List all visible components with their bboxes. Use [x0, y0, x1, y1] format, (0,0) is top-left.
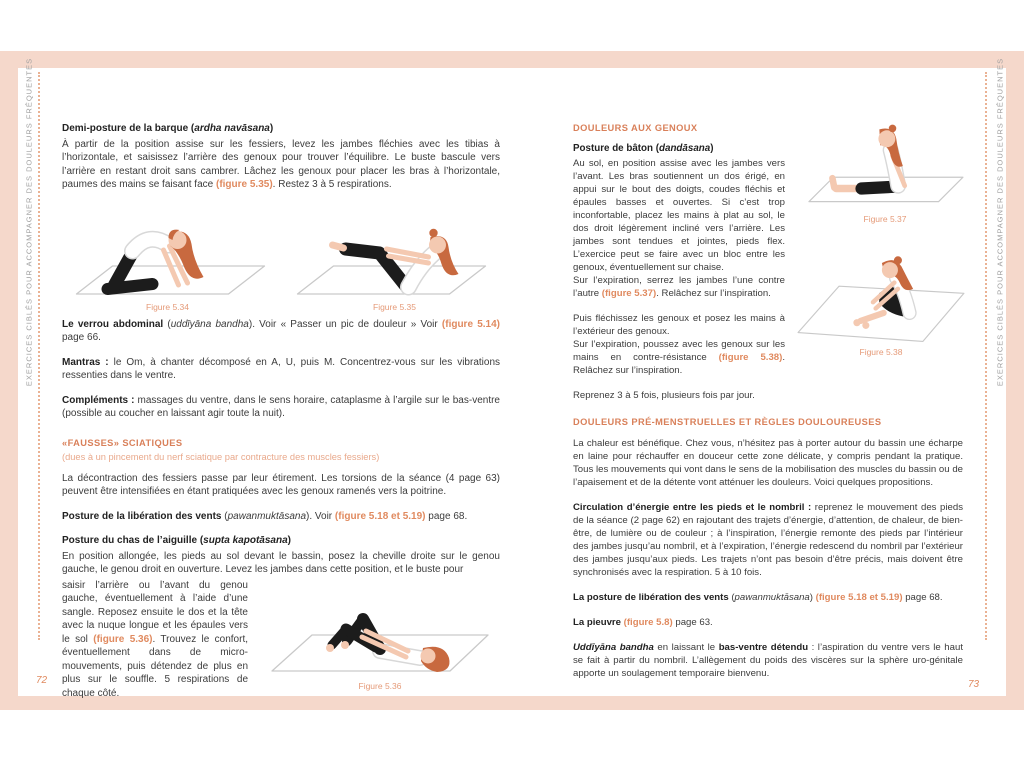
figure-5-37 [805, 104, 965, 224]
left-page [62, 122, 500, 700]
menstruelles-section-title: DOULEURS PRÉ-MENSTRUELLES ET RÈGLES DOULOUREUSES [573, 417, 882, 427]
seated-knee-press-pose-illustration [787, 238, 975, 345]
liberation-vents-paragraph: Posture de la libération des vents (pawanmuktāsana). Voir (figure 5.18 et 5.19) page 68. [62, 510, 468, 522]
baton-heading: Posture de bâton (dandāsana) [573, 143, 714, 154]
barque-paragraph: À partir de la position assise sur les fessiers, levez les jambes fléchies avec les tibias à l’horizontale, et saisissez l’arrière des genoux pour trouver l’équilibre. Le buste bascule vers l’arrière en restant droit sans cambrer. Lâchez les genoux pour placer les bras à l’horizontale, paumes des mains se faisant face (figure 5.35). Restez 3 à 5 respirations. [62, 138, 500, 190]
figure-5-34 [62, 200, 273, 312]
complements-paragraph: Compléments : massages du ventre, dans le sens horaire, cataplasme à l’argile sur le bas-ventre (possible au coucher en laissant agir toute la nuit). [62, 394, 500, 419]
figure-5-35 [289, 200, 500, 312]
verrou-paragraph: Le verrou abdominal (uddīyāna bandha). Voir « Passer un pic de douleur » Voir (figure 5.14) page 66. [62, 318, 500, 343]
baton-paragraph-2: Puis fléchissez les genoux et posez les mains à l’extérieur des genoux. Sur l’expiration, poussez avec les genoux sur les mains en contre-résistance (figure 5.38). Relâchez sur l’inspiration. [573, 313, 785, 376]
boat-pose-illustration [289, 200, 500, 300]
figure-5-36 [260, 579, 500, 701]
baton-paragraph-1: Au sol, en position assise avec les jambes vers l’avant. Les bras soutiennent un dos érigé, en appui sur le bout des doigts, coudes fléchis et épaules basses et ouvertes. Si c’est trop inconfortable, placez les mains à plat au sol, le dos droit légèrement incliné vers l’arrière. Les jambes sont tendues et jointes, pieds flex. L’exercice peut se faire avec un bloc entre les genoux, éventuellement sur chaise. Sur l’expiration, serrez les jambes l’une contre l’autre (figure 5.37). Relâchez sur l’inspiration. [573, 158, 785, 299]
baton-text-column [573, 142, 785, 402]
chas-aiguille-row [62, 579, 500, 701]
sciatiques-paragraph: La décontraction des fessiers passe par leur étirement. Les torsions de la séance (4 page 63) peuvent être intensifiées en étant pratiquées avec les genoux ramenés vers la poitrine. [62, 472, 500, 497]
baton-paragraph-3: Reprenez 3 à 5 fois, plusieurs fois par jour. [573, 390, 755, 401]
right-page [573, 122, 963, 680]
figure-caption: Figure 5.36 [358, 680, 402, 691]
pieuvre-paragraph: La pieuvre (figure 5.8) page 63. [573, 617, 713, 628]
left-margin-vertical-label: EXERCICES CIBLÉS POUR ACCOMPAGNER DES DOULEURS FRÉQUENTES [24, 57, 34, 387]
mantras-paragraph: Mantras : le Om, à chanter décomposé en A, U, puis M. Concentrez-vous sur les vibrations ressenties dans le ventre. [62, 356, 501, 381]
page-number-left: 72 [36, 675, 48, 686]
barque-heading: Demi-posture de la barque (ardha navāsana) [62, 123, 274, 134]
frame-right-strip [1006, 51, 1024, 710]
left-margin-dotted-rule [38, 72, 40, 640]
genoux-section-title: DOULEURS AUX GENOUX [573, 123, 698, 133]
figure-caption: Figure 5.34 [146, 301, 189, 312]
baton-row [573, 142, 963, 402]
right-margin-dotted-rule [985, 72, 987, 640]
eye-of-needle-pose-illustration [260, 579, 500, 679]
right-margin-vertical-label: EXERCICES CIBLÉS POUR ACCOMPAGNER DES DOULEURS FRÉQUENTES [995, 57, 1005, 387]
sciatiques-section-subtitle: (dues à un pincement du nerf sciatique par contracture des muscles fessiers) [62, 451, 380, 462]
uddiyana-paragraph: Uddīyāna bandha en laissant le bas-ventre détendu : l’aspiration du ventre vers le haut se fait à partir du nombril. L’allègement du poids des viscères sur la sphère uro-génitale apporte un soulagement temporaire bienvenu. [573, 642, 963, 679]
figure-row-534-535 [62, 200, 500, 312]
page-number-right: 73 [968, 679, 980, 690]
figure-caption: Figure 5.38 [859, 347, 903, 357]
kneeling-backbend-pose-illustration [62, 200, 273, 300]
figure-5-38 [787, 238, 975, 357]
baton-figure-column [785, 142, 963, 402]
frame-top-band [0, 51, 1024, 68]
chas-aiguille-intro: En position allongée, les pieds au sol devant le bassin, posez la cheville droite sur le genou gauche, le genou droit en ouverture. Levez les jambes dans cette position, et le buste pour [62, 550, 500, 575]
sciatiques-section-title: «FAUSSES» SCIATIQUES [62, 437, 183, 448]
frame-left-strip [0, 51, 18, 710]
chas-aiguille-heading: Posture du chas de l’aiguille (supta kapotāsana) [62, 535, 291, 546]
menstruelles-paragraph: La chaleur est bénéfique. Chez vous, n’hésitez pas à porter autour du bassin une écharpe en laine pour réchauffer en douceur cette zone délicate, y compris pendant la pratique. Tous les mouvements qui vont dans le sens de la mobilisation des muscles du bassin ou de l’apaisement et de la détente vont atténuer les douleurs. Voici quelques propositions. [573, 438, 963, 488]
circulation-paragraph: Circulation d’énergie entre les pieds et le nombril : reprenez le mouvement des pieds de la séance (2 page 62) en rajoutant des trajets d’énergie, d’attention, de chaleur, de bien-être, de lumière ou de couleur ; à l’inspiration, l’énergie remonte des pieds par l’intérieur des jambes jusqu’au nombril, et à l’expiration, l’énergie redescend du nombril par l’extérieur des jambes jusqu’aux pieds. Les trajets n’ont pas besoin d’être précis, mais doivent être synchronisés avec la respiration. 5 à 10 fois. [573, 502, 963, 578]
posture-liberation-paragraph: La posture de libération des vents (pawanmuktāsana) (figure 5.18 et 5.19) page 68. [573, 592, 943, 603]
figure-caption: Figure 5.35 [373, 301, 416, 312]
staff-pose-illustration [805, 104, 965, 212]
figure-caption: Figure 5.37 [863, 214, 907, 224]
chas-aiguille-paragraph: saisir l’arrière ou l’avant du genou gauche, éventuellement à l’aide d’une sangle. Reposez ensuite le dos et la tête avec la nuque longue et les épaules vers le sol (figure 5.36). Trouvez le confort, éventuellement dans de micro-mouvements, puis détendez de plus en plus sur le souffle. 5 respirations de chaque côté. [62, 579, 248, 699]
